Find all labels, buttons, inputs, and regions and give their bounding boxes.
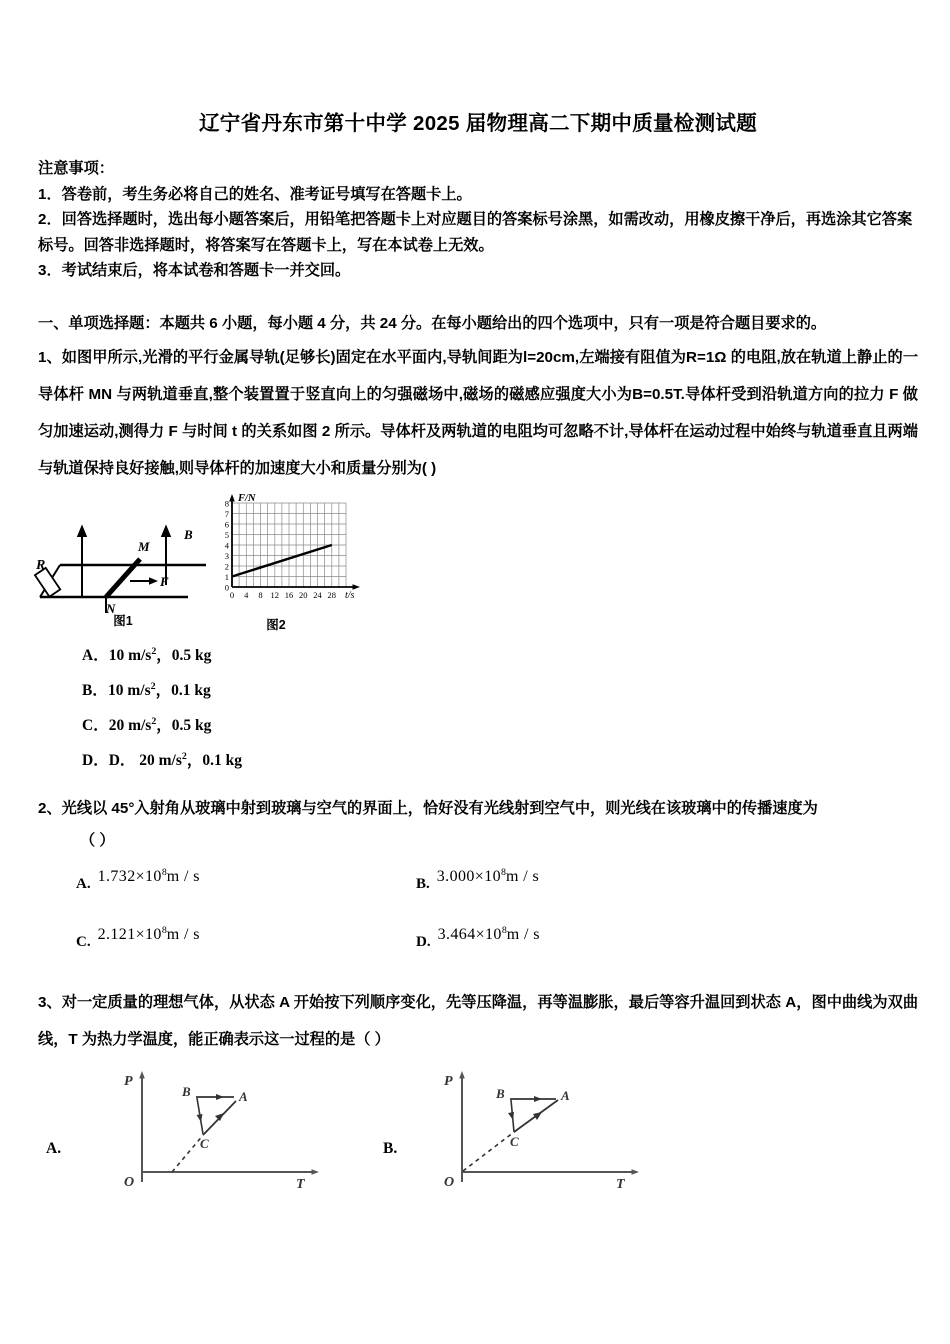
- option-1d[interactable]: [82, 743, 918, 778]
- pt-b-point-C: C: [510, 1133, 519, 1149]
- pt-b-ylabel: P: [444, 1073, 453, 1089]
- pt-b-point-B: B: [496, 1085, 505, 1101]
- option-1d-value: D． 20 m/s: [108, 751, 182, 769]
- question-2-number: 2、: [38, 799, 62, 817]
- figure-2-graph: [206, 491, 361, 633]
- svg-text:0: 0: [229, 589, 235, 600]
- question-2-stem: [38, 792, 918, 826]
- svg-text:8: 8: [224, 497, 229, 508]
- svg-text:20: 20: [299, 589, 308, 600]
- option-2a-label: A.: [76, 875, 91, 892]
- option-1c-value: 20 m/s: [108, 716, 152, 734]
- option-2a-mantissa: 1.732: [97, 867, 136, 885]
- option-1b-label: B．: [82, 681, 108, 699]
- svg-text:4: 4: [244, 589, 249, 600]
- question-2-answer-paren: （ ）: [80, 831, 115, 849]
- svg-text:7: 7: [224, 508, 229, 519]
- question-1-figures: [36, 492, 918, 632]
- question-3-body: 对一定质量的理想气体，从状态 A 开始按下列顺序变化，先等压降温，再等温膨胀，最后等容升温回到状态 A，图中曲线为双曲线，T 为热力学温度，能正确表示这一过程的是（ ）: [38, 993, 919, 1048]
- option-2c-times: ×10: [135, 925, 162, 943]
- question-3-number: 3、: [38, 993, 62, 1011]
- question-3-stem: [38, 984, 918, 1058]
- option-1a-tail: ，0.5 kg: [156, 646, 212, 664]
- page-title: 辽宁省丹东市第十中学 2025 届物理高二下期中质量检测试题: [199, 112, 757, 135]
- option-1b-tail: ，0.1 kg: [155, 681, 211, 699]
- pt-a-origin: O: [124, 1174, 135, 1190]
- option-2a[interactable]: [76, 866, 200, 892]
- svg-text:28: 28: [327, 589, 337, 600]
- option-1d-label: D．: [82, 751, 109, 769]
- option-3b-label: B.: [383, 1139, 398, 1157]
- page-content: [38, 0, 918, 1208]
- pt-diagram-b-svg: [430, 1068, 670, 1193]
- question-1-body: 如图甲所示,光滑的平行金属导轨(足够长)固定在水平面内,导轨间距为l=20cm,左端接有阻值为R=1Ω 的电阻,放在轨道上静止的一导体杆 MN 与两轨道垂直,整个装置置于竖直向上的匀强磁场中,磁场的磁感应强度大小为B=0.5T.导体杆受到沿轨道方向的拉力 F 做匀加速运动,测得力 F 与时间 t 的关系如图 2 所示。导体杆及两轨道的电阻均可忽略不计,导体杆在运动过程中始终与轨道垂直且两端与轨道保持良好接触,则导体杆的加速度大小和质量分别为( ): [38, 348, 919, 477]
- option-1c[interactable]: [82, 708, 918, 743]
- rails-label-R: R: [36, 557, 46, 573]
- svg-text:1: 1: [224, 571, 229, 582]
- pt-b-origin: O: [444, 1174, 455, 1190]
- option-2c-label: C.: [76, 933, 91, 950]
- option-3b-diagram[interactable]: [430, 1068, 670, 1198]
- ft-graph-svg: [206, 491, 361, 609]
- figure-1-rails: [36, 493, 218, 629]
- svg-text:2: 2: [224, 560, 229, 571]
- option-1b-exp: 2: [150, 680, 156, 692]
- pt-b-point-A: A: [561, 1087, 570, 1103]
- pt-a-xlabel: T: [296, 1176, 305, 1192]
- svg-text:24: 24: [313, 589, 322, 600]
- question-2-options: [38, 868, 918, 978]
- option-2c-exp: 8: [161, 924, 167, 936]
- notice-block: [38, 156, 918, 284]
- svg-text:0: 0: [224, 582, 229, 592]
- question-1-options: [38, 638, 918, 778]
- option-2d-times: ×10: [475, 925, 502, 943]
- figure-1-caption: 图1: [113, 613, 133, 628]
- option-2a-exp: 8: [161, 866, 167, 878]
- option-2a-times: ×10: [135, 867, 162, 885]
- svg-text:5: 5: [224, 529, 229, 540]
- option-2b-unit: m / s: [505, 867, 540, 885]
- pt-a-point-C: C: [200, 1135, 209, 1151]
- option-2d-mantissa: 3.464: [437, 925, 476, 943]
- notice-item-3: 3．考试结束后，将本试卷和答题卡一并交回。: [38, 262, 351, 279]
- option-2c-unit: m / s: [166, 925, 200, 943]
- option-2b[interactable]: [416, 866, 540, 892]
- svg-text:16: 16: [284, 589, 294, 600]
- option-2b-mantissa: 3.000: [436, 867, 475, 885]
- option-3a-diagram[interactable]: [100, 1068, 340, 1198]
- pt-diagram-a-svg: [100, 1068, 340, 1193]
- svg-text:12: 12: [270, 589, 280, 600]
- option-2a-unit: m / s: [166, 867, 200, 885]
- rails-label-M: M: [138, 538, 150, 554]
- option-1a-exp: 2: [151, 645, 157, 657]
- option-1d-exp: 2: [181, 750, 187, 762]
- option-2c-mantissa: 2.121: [97, 925, 136, 943]
- option-1b[interactable]: [82, 673, 918, 708]
- option-2b-label: B.: [416, 875, 430, 892]
- option-2d[interactable]: [416, 924, 540, 950]
- pt-b-xlabel: T: [616, 1176, 625, 1192]
- option-1d-tail: ，0.1 kg: [186, 751, 242, 769]
- option-2d-unit: m / s: [506, 925, 540, 943]
- option-2b-exp: 8: [501, 866, 506, 878]
- option-1a-value: 10 m/s: [108, 646, 152, 664]
- option-2c[interactable]: [76, 924, 200, 950]
- option-2d-label: D.: [416, 933, 431, 950]
- question-3-options: [38, 1068, 918, 1208]
- section-heading: 一、单项选择题：本题共 6 小题，每小题 4 分，共 24 分。在每小题给出的四个选项中，只有一项是符合题目要求的。: [38, 314, 827, 332]
- rails-label-N: N: [106, 600, 116, 616]
- rails-label-B: B: [184, 526, 193, 542]
- question-1-number: 1、: [38, 348, 62, 366]
- pt-a-point-B: B: [182, 1083, 191, 1099]
- svg-text:3: 3: [224, 550, 229, 561]
- option-3a-label: A.: [46, 1139, 62, 1157]
- option-2b-times: ×10: [474, 867, 501, 885]
- ft-graph-ylabel: F/N: [238, 492, 256, 504]
- figure-2-caption: 图2: [266, 617, 286, 632]
- notice-item-2: 2．回答选择题时，选出每小题答案后，用铅笔把答题卡上对应题目的答案标号涂黑，如需改动，用橡皮擦干净后，再选涂其它答案标号。回答非选择题时，将答案写在答题卡上，写在本试卷上无效。: [38, 211, 913, 254]
- option-1b-value: 10 m/s: [108, 681, 151, 699]
- rails-diagram-svg: [36, 493, 218, 616]
- option-1a[interactable]: [82, 638, 918, 673]
- option-2d-exp: 8: [501, 924, 507, 936]
- pt-a-point-A: A: [239, 1088, 248, 1104]
- option-1c-exp: 2: [151, 715, 157, 727]
- svg-text:4: 4: [224, 539, 229, 550]
- option-1a-label: A．: [82, 646, 109, 664]
- notice-heading: 注意事项：: [38, 160, 114, 177]
- notice-item-1: 1．答卷前，考生务必将自己的姓名、准考证号填写在答题卡上。: [38, 185, 472, 203]
- option-1c-label: C．: [82, 716, 109, 734]
- question-2-body: 光线以 45°入射角从玻璃中射到玻璃与空气的界面上，恰好没有光线射到空气中，则光线在该玻璃中的传播速度为: [61, 799, 818, 817]
- ft-graph-xlabel: t/s: [345, 589, 355, 601]
- option-1c-tail: ，0.5 kg: [156, 716, 212, 734]
- svg-text:6: 6: [224, 518, 229, 529]
- question-1-stem: [38, 339, 918, 487]
- pt-a-ylabel: P: [124, 1073, 133, 1089]
- rails-label-F: F: [160, 573, 169, 589]
- svg-text:8: 8: [258, 589, 263, 600]
